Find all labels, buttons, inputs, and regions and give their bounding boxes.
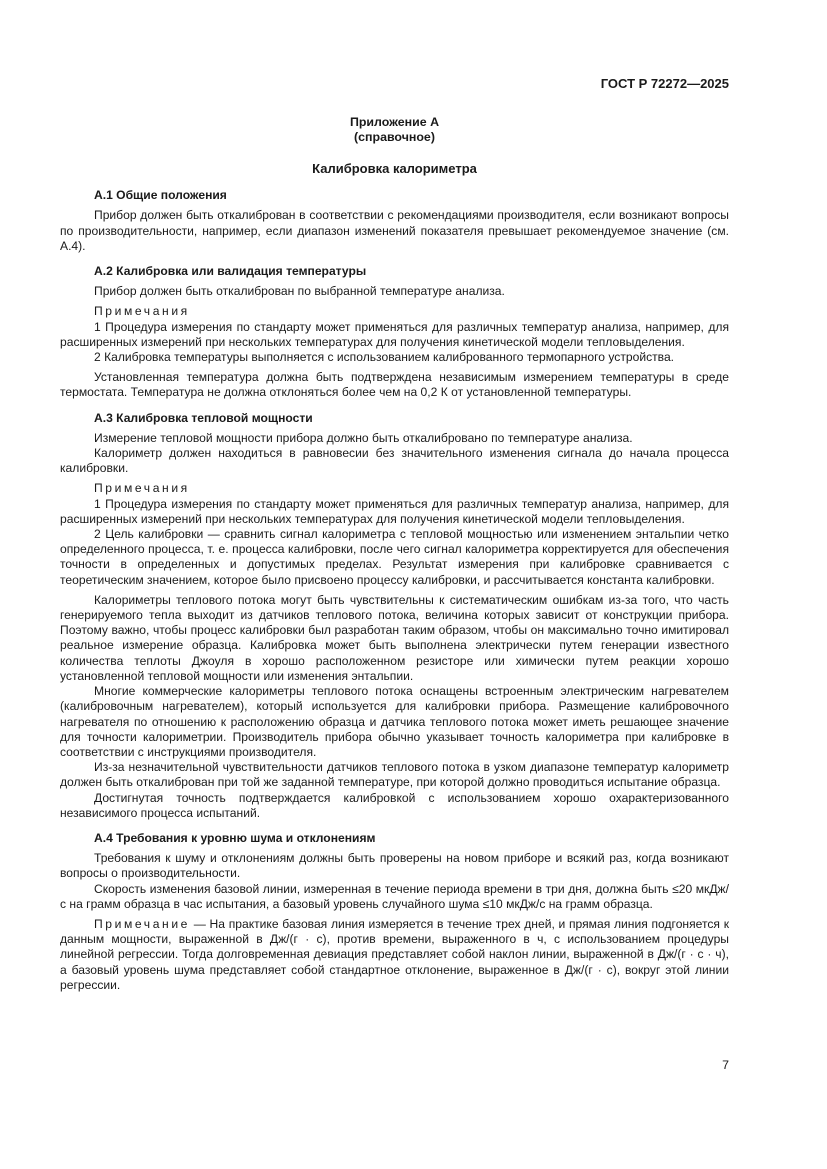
section-a4-paragraph-2: Скорость изменения базовой линии, измеренная в течение периода времени в три дня, должна быть ≤20 мкДж/с на грамм образца в час испытания, а базовый уровень случайного шума ≤10 мкДж/с на грамм образца. xyxy=(60,881,729,911)
section-a3-note-2: 2 Цель калибровки — сравнить сигнал калориметра с тепловой мощностью или изменением энтальпии четко определенного процесса, т. е. процесса калибровки, после чего сигнал калориметра корректируется для обеспечения точности в определенных и допустимых пределах. Результат измерения при калибровке сравнивается с теоретическим значением, которое было присвоено процессу калибровки, и рассчитывается константа калибровки. xyxy=(60,527,729,587)
section-a2-paragraph-2: Установленная температура должна быть подтверждена независимым измерением температуры в среде термостата. Температура не должна отклоняться более чем на 0,2 К от установленной температуры. xyxy=(60,370,729,400)
section-a2-notes-heading: Примечания xyxy=(94,304,190,319)
section-a4-note xyxy=(60,917,729,993)
section-a4-note-label: Примечание xyxy=(94,916,190,931)
annex-heading xyxy=(60,115,729,145)
section-a2-title: А.2 Калибровка или валидация температуры xyxy=(94,264,367,279)
section-a3-paragraph-4: Многие коммерческие калориметры теплового потока оснащены встроенным электрическим нагревателем (калибровочным нагревателем), который используется для калибровки прибора. Размещение калибровочного нагревателя по отношению к расположению образца и датчика теплового потока может иметь решающее значение для точности калориметрии. Производитель прибора обычно указывает точность калориметра при калибровке в соответствии с инструкциями производителя. xyxy=(60,684,729,759)
section-a3-paragraph-6: Достигнутая точность подтверждается калибровкой с использованием хорошо охарактеризованного независимого процесса испытаний. xyxy=(60,790,729,820)
annex-label: Приложение А xyxy=(349,115,440,129)
section-a3-note-1: 1 Процедура измерения по стандарту может применяться для различных температур анализа, например, для расширенных измерений при нескольких температурах для получения кинетической модели тепловыделения. xyxy=(60,496,729,526)
page-number: 7 xyxy=(722,1058,729,1072)
section-a1-paragraph: Прибор должен быть откалиброван в соответствии с рекомендациями производителя, если возникают вопросы по производительности, например, если диапазон изменений показателя превышает рекомендуемое значение (см. А.4). xyxy=(60,208,729,253)
section-a3-title: А.3 Калибровка тепловой мощности xyxy=(94,410,313,425)
section-a3-paragraph-3: Калориметры теплового потока могут быть чувствительны к систематическим ошибкам из-за того, что часть генерируемого тепла выходит из датчиков теплового потока, величина которых зависит от конструкции прибора. Поэтому важно, чтобы процесс калибровки был разработан таким образом, чтобы он максимально точно имитировал реальное измерение образца. Калибровка может быть выполнена электрически путем генерации известного количества теплоты Джоуля в хорошо расположенном резисторе или химически путем реакции хорошо установленной тепловой мощности или изменения энтальпии. xyxy=(60,592,729,683)
section-a2-note-1: 1 Процедура измерения по стандарту может применяться для различных температур анализа, например, для расширенных измерений при нескольких температурах для получения кинетической модели тепловыделения. xyxy=(60,319,729,349)
section-a3-paragraph-2: Калориметр должен находиться в равновесии без значительного изменения сигнала до начала процесса калибровки. xyxy=(60,446,729,476)
section-a3-notes-heading: Примечания xyxy=(94,481,190,496)
section-a3-paragraph-5: Из-за незначительной чувствительности датчиков теплового потока в узком диапазоне температур калориметр должен быть откалиброван при той же заданной температуре, при которой должно проводиться испытание образца. xyxy=(60,760,729,790)
section-a4-note-text: — На практике базовая линия измеряется в течение трех дней, и прямая линия подгоняется к данным мощности, выраженной в Дж/(г · с), против времени, выраженного в ч, с использованием процедуры линейной регрессии. Тогда долговременная девиация представляет собой наклон линии, выраженной в Дж/(г · с · ч), а базовый уровень шума представляет собой стандартное отклонение, выраженное в Дж/(г · с), вокруг этой линии регрессии. xyxy=(60,916,729,992)
section-a1-title: А.1 Общие положения xyxy=(94,188,227,203)
section-a3-paragraph-1: Измерение тепловой мощности прибора должно быть откалибровано по температуре анализа. xyxy=(94,430,633,445)
section-a2-note-2: 2 Калибровка температуры выполняется с использованием калиброванного термопарного устройства. xyxy=(94,350,675,365)
section-a4-title: А.4 Требования к уровню шума и отклонениям xyxy=(94,830,376,845)
standard-code: ГОСТ Р 72272—2025 xyxy=(600,76,729,91)
annex-title: Калибровка калориметра xyxy=(312,161,477,176)
section-a4-paragraph-1: Требования к шуму и отклонениям должны быть проверены на новом приборе и всякий раз, когда возникают вопросы о производительности. xyxy=(60,851,729,881)
section-a2-paragraph-1: Прибор должен быть откалиброван по выбранной температуре анализа. xyxy=(94,284,505,299)
annex-type: (справочное) xyxy=(354,130,435,144)
